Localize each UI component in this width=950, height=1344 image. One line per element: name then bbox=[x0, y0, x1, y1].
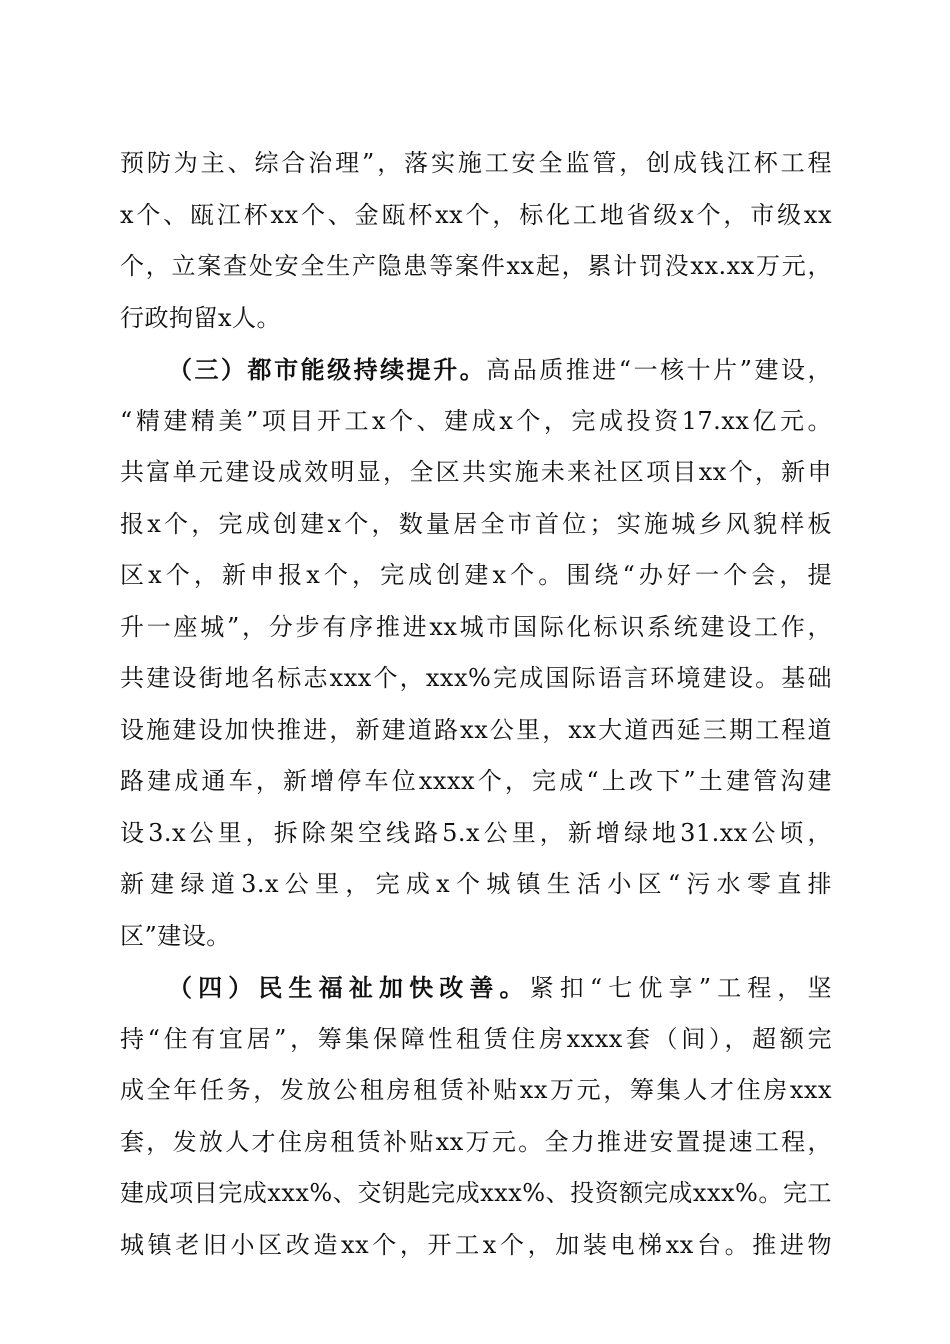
text-line: 预防为主、综合治理”，落实施工安全监管，创成钱江杯工程 bbox=[120, 149, 832, 177]
section-heading-line bbox=[120, 962, 832, 1014]
text-line: 成全年任务，发放公租房租赁补贴xx万元，筹集人才住房xxx bbox=[120, 1076, 832, 1104]
text-line: 共建设街地名标志xxx个，xxx%完成国际语言环境建设。基础 bbox=[120, 664, 832, 692]
section-heading-4: （四）民生福祉加快改善。 bbox=[168, 973, 530, 1002]
text-line: 新建绿道3.x公里，完成x个城镇生活小区“污水零直排 bbox=[120, 870, 832, 898]
section-heading-line-text: 高品质推进“一核十片”建设， bbox=[486, 356, 832, 384]
text-line: 城镇老旧小区改造xx个，开工x个，加装电梯xx台。推进物 bbox=[120, 1230, 832, 1259]
text-line: 个，立案查处安全生产隐患等案件xx起，累计罚没xx.xx万元， bbox=[120, 252, 832, 280]
document-body bbox=[120, 138, 832, 1271]
text-line: 行政拘留x人。 bbox=[120, 303, 282, 332]
section-heading-line-text: 紧扣“七优享”工程，坚 bbox=[529, 974, 833, 1002]
text-line: x个、瓯江杯xx个、金瓯杯xx个，标化工地省级x个，市级xx bbox=[120, 200, 832, 229]
text-line: 持“住有宜居”，筹集保障性租赁住房xxxx套（间），超额完 bbox=[120, 1024, 832, 1053]
text-line: “精建精美”项目开工x个、建成x个，完成投资17.xx亿元。 bbox=[120, 406, 832, 435]
text-line: 路建成通车，新增停车位xxxx个，完成“上改下”土建管沟建 bbox=[120, 767, 832, 795]
text-line: 报x个，完成创建x个，数量居全市首位；实施城乡风貌样板 bbox=[120, 509, 832, 538]
text-line: 建成项目完成xxx%、交钥匙完成xxx%、投资额完成xxx%。完工 bbox=[120, 1179, 832, 1207]
text-line: 设3.x公里，拆除架空线路5.x公里，新增绿地31.xx公顷， bbox=[120, 818, 832, 847]
section-heading-3: （三）都市能级持续提升。 bbox=[168, 355, 487, 384]
text-line: 共富单元建设成效明显，全区共实施未来社区项目xx个，新申 bbox=[120, 458, 832, 486]
text-line: 区x个，新申报x个，完成创建x个。围绕“办好一个会，提 bbox=[120, 561, 832, 589]
section-heading-line bbox=[120, 344, 832, 396]
text-line: 区”建设。 bbox=[120, 921, 231, 950]
text-line: 设施建设加快推进，新建道路xx公里，xx大道西延三期工程道 bbox=[120, 715, 832, 744]
text-line: 升一座城”，分步有序推进xx城市国际化标识系统建设工作， bbox=[120, 612, 832, 641]
text-line: 套，发放人才住房租赁补贴xx万元。全力推进安置提速工程， bbox=[120, 1127, 832, 1156]
